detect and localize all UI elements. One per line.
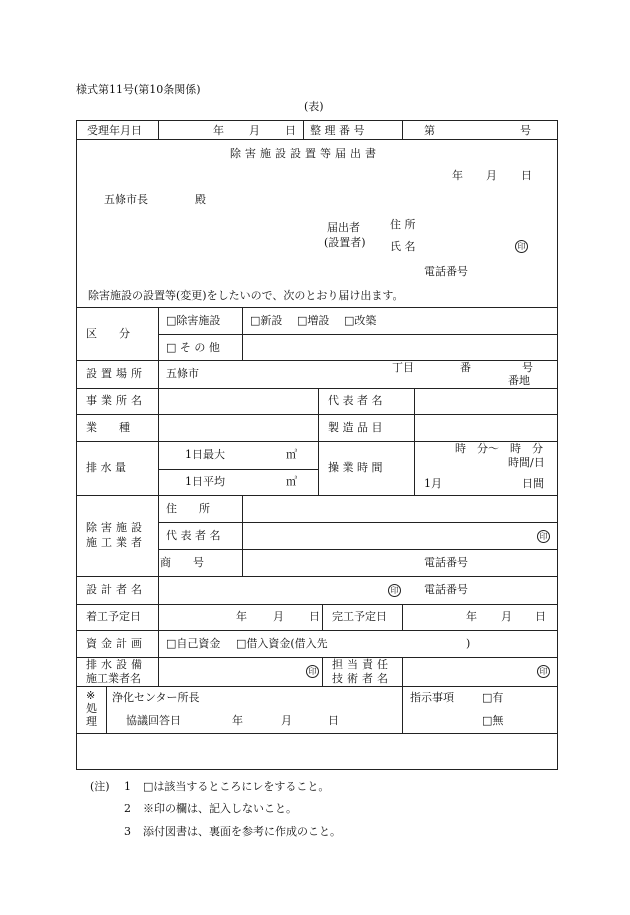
end-month: 月	[501, 610, 512, 623]
location-banchi: 番地	[508, 374, 530, 387]
seal-icon: 印	[306, 665, 319, 678]
divider	[76, 139, 558, 140]
contractor-trade-name-label: 商 号	[160, 556, 204, 569]
notify-month: 月	[486, 169, 497, 182]
engineer-label-2: 技術者名	[332, 672, 392, 685]
note-number: 1	[124, 780, 131, 793]
divider	[76, 414, 558, 415]
start-day: 日	[309, 610, 320, 623]
divider	[402, 604, 403, 631]
contractor-label-1: 除害施設	[86, 521, 146, 534]
funding-close-paren: )	[466, 637, 471, 650]
divider	[158, 522, 558, 523]
consult-month: 月	[281, 714, 292, 727]
divider	[76, 495, 558, 496]
divider	[414, 388, 415, 496]
divider	[76, 360, 558, 361]
phone-label: 電話番号	[424, 265, 468, 278]
category-removal-facility[interactable]: □除害施設	[166, 314, 221, 327]
divider	[158, 334, 558, 335]
notes-label: (注)	[90, 780, 110, 793]
consult-date-label: 協議回答日	[126, 714, 181, 727]
reference-number-label: 整 理 番 号	[310, 124, 365, 137]
drainage-max: 1日最大	[185, 448, 225, 461]
divider	[76, 657, 558, 658]
address-label: 住 所	[390, 218, 416, 231]
divider	[242, 307, 243, 361]
engineer-label-1: 担当責任	[332, 658, 392, 671]
processing-label-1: 処	[86, 702, 97, 715]
notify-year: 年	[452, 169, 463, 182]
product-label: 製 造 品 目	[328, 421, 383, 434]
reference-dai: 第	[424, 124, 435, 137]
consult-year: 年	[232, 714, 243, 727]
statement: 除害施設の設置等(変更)をしたいので、次のとおり届け出ます。	[88, 289, 404, 302]
funding-label: 資金計画	[86, 637, 146, 650]
days-label: 日間	[522, 477, 544, 490]
office-label: 事業所名	[86, 394, 146, 407]
location-chome: 丁目	[392, 361, 414, 374]
category-label: 区 分	[86, 327, 130, 340]
processing-mark: ※	[86, 689, 96, 702]
divider	[322, 604, 323, 631]
divider	[158, 549, 558, 550]
instruction-yes[interactable]: □有	[482, 691, 504, 704]
divider	[303, 120, 304, 140]
center-director: 浄化センター所長	[112, 691, 200, 704]
funding-own[interactable]: □自己資金	[166, 637, 221, 650]
contractor-label-2: 施工業者	[86, 536, 146, 549]
office-rep-label: 代 表 者 名	[328, 394, 383, 407]
reference-go: 号	[520, 124, 531, 137]
designer-label: 設計者名	[86, 583, 146, 596]
location-go: 号	[522, 361, 533, 374]
received-month: 月	[249, 124, 260, 137]
time-range: 時 分〜 時 分	[455, 442, 543, 455]
divider	[158, 657, 159, 687]
funding-loan[interactable]: □借入資金(借入先	[236, 637, 328, 650]
category-add[interactable]: □増設	[297, 314, 330, 327]
applicant-sub: (設置者)	[324, 236, 366, 249]
divider	[76, 576, 558, 577]
seal-icon: 印	[515, 240, 528, 253]
location-ban: 番	[460, 361, 471, 374]
end-label: 完工予定日	[332, 610, 387, 623]
divider	[402, 657, 403, 687]
received-year: 年	[213, 124, 224, 137]
end-day: 日	[535, 610, 546, 623]
designer-phone-label: 電話番号	[424, 583, 468, 596]
instruction-no[interactable]: □無	[482, 714, 504, 727]
drainage-avg-unit: ㎥	[286, 475, 297, 488]
contractor-rep-label: 代 表 者 名	[166, 529, 221, 542]
divider	[158, 469, 318, 470]
divider	[76, 733, 558, 734]
form-number: 様式第11号(第10条関係)	[76, 83, 201, 96]
note-number: 2	[124, 802, 131, 815]
divider	[76, 307, 558, 308]
contractor-address-label: 住 所	[166, 502, 210, 515]
received-date-label: 受理年月日	[87, 124, 142, 137]
received-day: 日	[285, 124, 296, 137]
side-label: (表)	[304, 100, 324, 113]
divider	[322, 657, 323, 687]
divider	[76, 630, 558, 631]
start-year: 年	[236, 610, 247, 623]
note-number: 3	[124, 825, 131, 838]
location-label: 設置場所	[86, 367, 146, 380]
end-year: 年	[466, 610, 477, 623]
contractor-phone-label: 電話番号	[424, 556, 468, 569]
drainage-avg: 1日平均	[185, 475, 225, 488]
divider	[76, 388, 558, 389]
name-label: 氏 名	[390, 240, 416, 253]
drainage-max-unit: ㎥	[286, 448, 297, 461]
hours-label: 操 業 時 間	[328, 461, 383, 474]
start-month: 月	[273, 610, 284, 623]
divider	[76, 686, 558, 687]
honorific: 殿	[195, 193, 206, 206]
applicant-label: 届出者	[327, 221, 360, 234]
category-new[interactable]: □新設	[250, 314, 283, 327]
category-modify[interactable]: □改築	[344, 314, 377, 327]
divider	[318, 388, 319, 496]
notify-day: 日	[521, 169, 532, 182]
seal-icon: 印	[388, 584, 401, 597]
drainage-label: 排 水 量	[86, 461, 126, 474]
note-text: □は該当するところにレをすること。	[143, 780, 330, 793]
divider	[158, 120, 159, 140]
divider	[242, 495, 243, 577]
form-title: 除害施設設置等届出書	[230, 147, 380, 160]
location-city: 五條市	[166, 367, 199, 380]
divider	[402, 686, 403, 734]
processing-label-2: 理	[86, 715, 97, 728]
industry-label: 業 種	[86, 421, 130, 434]
divider	[106, 686, 107, 734]
note-text: ※印の欄は、記入しないこと。	[143, 802, 297, 815]
month-label: 1月	[424, 477, 442, 490]
divider	[76, 604, 558, 605]
seal-icon: 印	[537, 530, 550, 543]
hours-per-day: 時間/日	[508, 456, 545, 469]
drain-contractor-label-2: 施工業者名	[86, 672, 141, 685]
note-text: 添付図書は、裏面を参考に作成のこと。	[143, 825, 341, 838]
divider	[158, 307, 159, 657]
drain-contractor-label-1: 排水設備	[86, 658, 146, 671]
instruction-label: 指示事項	[410, 691, 454, 704]
start-label: 着工予定日	[86, 610, 141, 623]
consult-day: 日	[328, 714, 339, 727]
category-other[interactable]: □ そ の 他	[166, 341, 220, 354]
addressee: 五條市長	[104, 193, 148, 206]
seal-icon: 印	[537, 665, 550, 678]
divider	[402, 120, 403, 140]
